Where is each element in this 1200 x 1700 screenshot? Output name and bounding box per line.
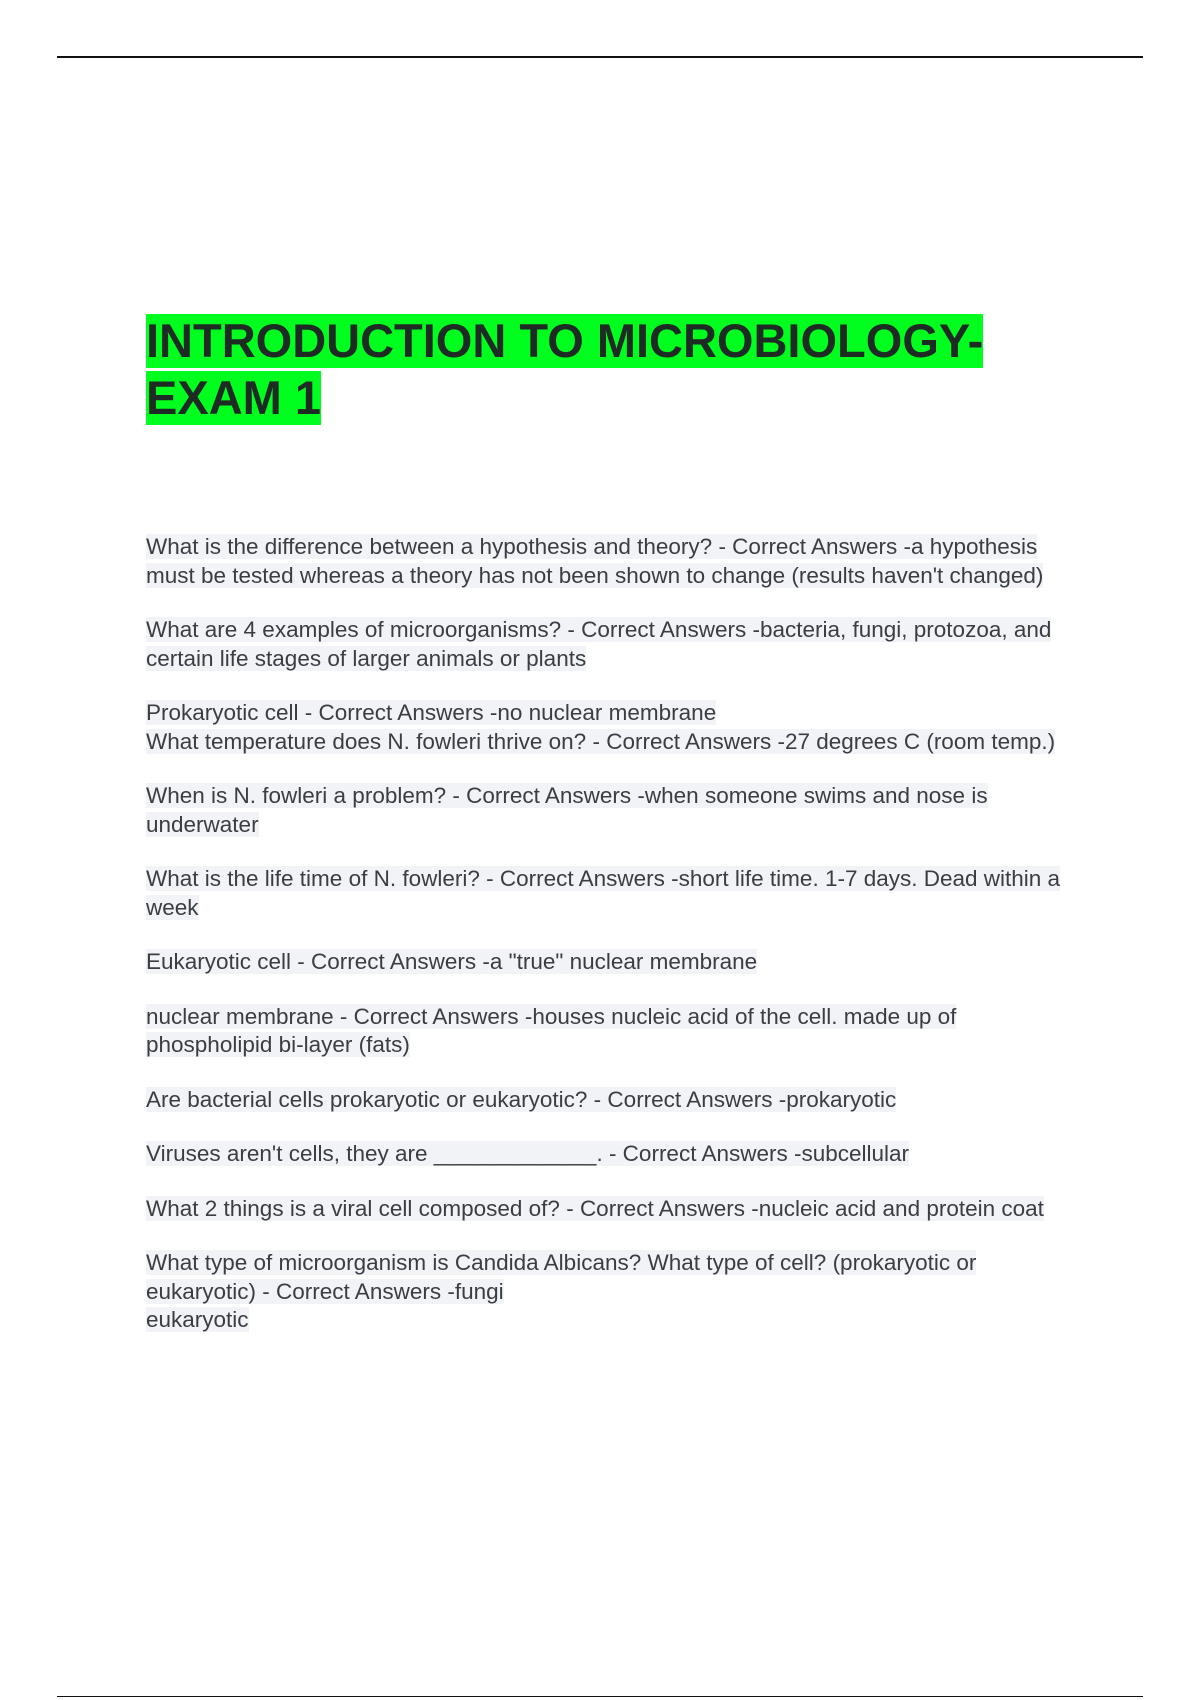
qa-item: [146, 1086, 1086, 1115]
qa-item: [146, 533, 1086, 590]
qa-text-continuation: eukaryotic: [146, 1307, 249, 1332]
qa-text: What type of microorganism is Candida Albicans? What type of cell? (prokaryotic or eukaryotic) - Correct Answers -fungi: [146, 1250, 977, 1304]
title-highlight: [146, 314, 983, 425]
qa-item: [146, 728, 1086, 757]
qa-item: [146, 699, 1086, 728]
qa-item: [146, 616, 1086, 673]
qa-text: What temperature does N. fowleri thrive on? - Correct Answers -27 degrees C (room temp.): [146, 728, 1056, 754]
qa-text: What is the life time of N. fowleri? - Correct Answers -short life time. 1-7 days. Dead within a week: [146, 866, 1061, 920]
qa-item: [146, 948, 1086, 977]
question-answer-list: [146, 533, 1086, 1361]
qa-text: Eukaryotic cell - Correct Answers -a "true" nuclear membrane: [146, 949, 758, 974]
qa-text: What is the difference between a hypothesis and theory? - Correct Answers -a hypothesis must be tested whereas a theory has not been shown to change (results haven't changed): [146, 534, 1044, 588]
qa-text: What 2 things is a viral cell composed of? - Correct Answers -nucleic acid and protein coat: [146, 1195, 1044, 1221]
qa-item: [146, 1003, 1086, 1060]
qa-text: When is N. fowleri a problem? - Correct Answers -when someone swims and nose is underwater: [146, 783, 988, 837]
qa-item: [146, 1195, 1086, 1224]
qa-text: Viruses aren't cells, they are _____________. - Correct Answers -subcellular: [146, 1141, 910, 1166]
qa-text: What are 4 examples of microorganisms? - Correct Answers -bacteria, fungi, protozoa, and certain life stages of larger animals or plants: [146, 617, 1052, 671]
title-line-2: EXAM 1: [146, 371, 321, 424]
qa-item: [146, 1249, 1086, 1335]
qa-item: [146, 782, 1086, 839]
qa-item: [146, 865, 1086, 922]
header-rule: [57, 56, 1143, 58]
qa-text: Prokaryotic cell - Correct Answers -no nuclear membrane: [146, 700, 717, 725]
title-line-1: INTRODUCTION TO MICROBIOLOGY-: [146, 314, 984, 367]
footer-rule: [57, 1696, 1143, 1697]
qa-text: Are bacterial cells prokaryotic or eukaryotic? - Correct Answers -prokaryotic: [146, 1086, 897, 1112]
qa-item: [146, 1140, 1086, 1169]
qa-text: nuclear membrane - Correct Answers -houses nucleic acid of the cell. made up of phospholipid bi-layer (fats): [146, 1003, 957, 1057]
document-title: [146, 312, 1046, 426]
